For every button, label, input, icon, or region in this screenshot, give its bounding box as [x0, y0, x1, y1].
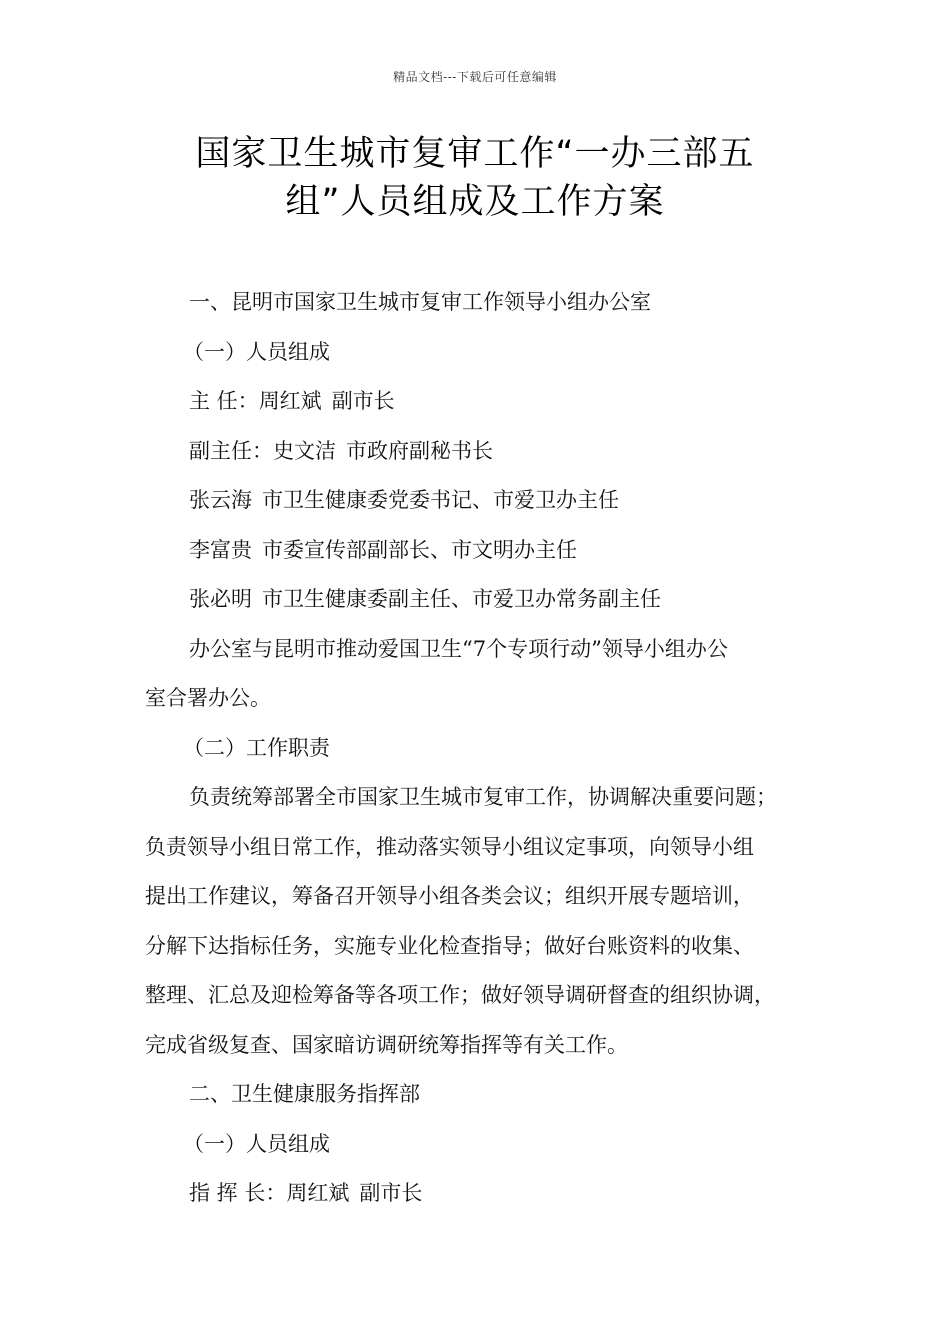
deputy-director-line	[145, 431, 825, 481]
member-line	[145, 480, 825, 530]
section1-sub-heading-personnel: （一）人员组成	[183, 339, 330, 364]
section2-sub-heading-personnel: （一）人员组成	[183, 1131, 330, 1156]
deputy-role: 副主任：	[189, 438, 273, 463]
member-name: 张云海	[189, 488, 252, 512]
title-line-1: 国家卫生城市复审工作“一办三部五	[195, 134, 755, 174]
duties-line: 提出工作建议，筹备召开领导小组各类会议；组织开展专题培训，	[145, 884, 754, 908]
duties-line: 完成省级复查、国家暗访调研统筹指挥等有关工作。	[145, 1032, 628, 1057]
duties-line: 负责统筹部署全市国家卫生城市复审工作，协调解决重要问题；	[189, 785, 777, 809]
member-title: 市委宣传部副部长、市文明办主任	[262, 537, 577, 562]
member-name: 李富贵	[189, 537, 252, 562]
member-name: 张必明	[189, 587, 252, 611]
joint-office-line: 室合署办公。	[145, 686, 271, 710]
commander-line	[145, 1173, 825, 1223]
title-line-2: 组”人员组成及工作方案	[285, 182, 665, 222]
header-note: 精品文档---下载后可任意编辑	[393, 70, 557, 84]
commander-name: 周红斌	[286, 1181, 350, 1205]
section2-heading: 二、卫生健康服务指挥部	[189, 1082, 420, 1106]
duties-line: 负责领导小组日常工作，推动落实领导小组议定事项，向领导小组	[145, 834, 754, 859]
document-title	[100, 130, 850, 226]
commander-role: 指 挥 长：	[189, 1181, 287, 1205]
member-title: 市卫生健康委党委书记、市爱卫办主任	[262, 488, 619, 512]
member-title: 市卫生健康委副主任、市爱卫办常务副主任	[262, 587, 661, 611]
director-role: 主 任：	[189, 389, 259, 413]
duties-line: 分解下达指标任务，实施专业化检查指导；做好台账资料的收集、	[145, 933, 754, 958]
commander-title: 副市长	[359, 1181, 423, 1205]
director-line	[145, 381, 825, 431]
deputy-title: 市政府副秘书长	[346, 438, 493, 463]
deputy-name: 史文洁	[273, 438, 336, 463]
director-title: 副市长	[331, 389, 395, 413]
document-body	[145, 282, 825, 1223]
member-line	[145, 579, 825, 629]
section1-heading: 一、昆明市国家卫生城市复审工作领导小组办公室	[189, 290, 651, 314]
joint-office-line: 办公室与昆明市推动爱国卫生“7个专项行动”领导小组办公	[189, 636, 728, 661]
member-line	[145, 530, 825, 580]
director-name: 周红斌	[258, 389, 322, 413]
duties-line: 整理、汇总及迎检筹备等各项工作；做好领导调研督查的组织协调，	[145, 983, 775, 1007]
section1-sub-heading-duties: （二）工作职责	[183, 735, 330, 760]
